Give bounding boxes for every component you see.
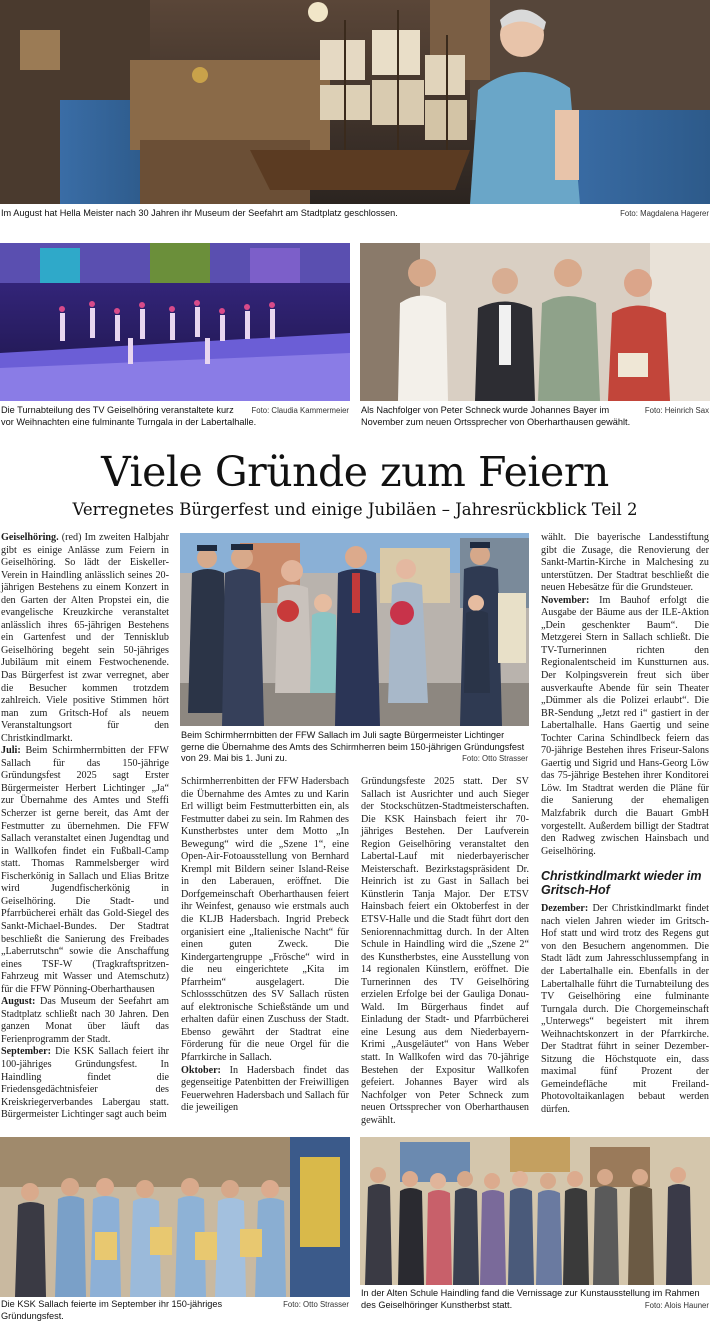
caption-text-ortssprecher: Als Nachfolger von Peter Schneck wurde Johannes Bayer im November zum neuen Ortssprecher von Oberharthausen gewählt. <box>361 405 631 427</box>
caption-ksk-sallach <box>1 1299 349 1322</box>
credit-vernissage: Foto: Alois Hauner <box>644 1300 709 1310</box>
caption-text-turngala: Die Turnabteilung des TV Geiselhöring veranstaltete kurz vor Weihnachten eine fulminante Turngala in der Labertalhalle. <box>1 405 257 427</box>
section-subheading: Christkindlmarkt wieder im Gritsch-Hof <box>541 869 702 898</box>
ksk-photo-image <box>0 1137 350 1297</box>
paragraph: Schirmherrenbitten der FFW Hadersbach die Übernahme des Amtes zu und Karin Erl willigt beim Festmutterbitten ein, als Festmutter dabei zu sein. Im Rahmen des Kunstherbstes unter dem Motto „In Bewegung“ wird die „Szene 1“, eine Open-Air-Fotoausstellung von Bernhard Krempl mit Bildern seiner Island-Reise in den Laberauen, eröffnet. Die Dorfgemeinschaft Oberharthausen feiert ihr Weinfest, genauso wie erstmals auch die KLJB Hadersbach. Ingrid Prebeck organisiert eine „Italienische Nacht“ für einen guten Zweck. Die Kindergartengruppe „Frösche“ wird in die neu eingerichtete „Kita im Pfarrheim“ ausgelagert. Die Schlossschützen des SV Sallach rüsten auf elektronische Schießstände um und erhalten dafür einen Zuschuss der Stadt. Ebenso gewährt der Stadtrat eine Förderung für die neue Orgel für die Pfarrkirche in Sallach. <box>181 776 349 1064</box>
museum-photo-image <box>0 0 710 204</box>
article-column-1 <box>1 532 169 1122</box>
credit-turngala: Foto: Claudia Kammermeier <box>251 406 349 415</box>
paragraph: Geiselhöring. (red) Im zweiten Halbjahr gibt es einige Anlässe zum Feiern in Geiselhöring. So lädt der Eiskeller-Verein in Haindling anlässlich seines 20-jährigen Bestehens zu einem Konzert in den Garten der Alten Propstei ein, die evangelische Kreuzkirche veranstaltet anlässlich ihres 65-jährigen Bestehens ein Gartenfest und der Tennisklub Geiselhöring begeht sein 50-jähriges Jubiläum mit einem Festwochenende. Das Bürgerfest ist zwar verregnet, aber die Besucher kommen trotzdem zahlreich. Viele positive Stimmen hört man zum Gritsch-Hof als neuem Veranstaltungsort für den Christkindlmarkt. <box>1 532 169 744</box>
paragraph: wählt. Die bayerische Landesstiftung gibt die Zusage, die Renovierung der Sankt-Martin-Kirche in Malchesing zu unterstützen. Der Stadtrat beschließt die neuen Hebesätze für die Grundsteuer. <box>541 532 709 594</box>
paragraph: Gründungsfeste 2025 statt. Der SV Sallach ist Ausrichter und auch Sieger der Stockschützen-Stadtmeisterschaften. Die KSK Hainsbach feiert ihr 70-jähriges Bestehen. Der Laufverein Region Geiselhöring veranstaltet den Labertal-Lauf mit niederbayerischer Meisterschaft. Bezirkstagspräsident Dr. Heinrich ist zu Gast in Sallach bei Künstlerin Tanja Major. Der ETSV Hainsbach feiert ein Oktoberfest in der ETSV-Halle und die Stadt führt dort den Seniorennachmittag durch. In der Alten Schule in Haindling wird die „Szene 2“ des Kunstherbstes, eine Ausstellung von 14 regionalen Künstlern, eröffnet. Die Turnerinnen des TV Geiselhöring erzielen Erfolge bei der Gauliga Donau-Wald. Im Bürgerhaus findet auf Einladung der Stadt- und Pfarrbücherei eine Lesung aus dem Niederbayern-Krimi „Ausgeläutet“ von Hans Weber statt. In Wallkofen wird das 70-jährige Bestehen der Expositur Wallkofen gefeiert. Johannes Bayer wird als Nachfolger von Peter Schneck zum neuen Ortssprecher von Oberharthausen gewählt. <box>361 776 529 1126</box>
caption-ortssprecher <box>361 405 709 428</box>
article-column-2 <box>181 776 349 1115</box>
photo-ksk-sallach <box>0 1137 350 1297</box>
caption-museum <box>1 208 709 220</box>
caption-schirmherrnbitten <box>181 730 528 765</box>
photo-museum-seefahrt <box>0 0 710 204</box>
caption-text-museum: Im August hat Hella Meister nach 30 Jahren ihr Museum der Seefahrt am Stadtplatz geschlossen. <box>1 208 398 218</box>
photo-schirmherrnbitten <box>180 533 529 726</box>
headline: Viele Gründe zum Feiern <box>101 448 609 496</box>
paragraph: November: Im Bauhof erfolgt die Ausgabe der Bäume aus der ILE-Aktion „Dein geschenkter Baum“. Die Metzgerei Stern in Sallach schließt. Die TV-Turnerinnen richten den Regionalentscheid im Kunstturnen aus. Der Kolpingsverein freut sich über ausverkaufte Abende für sein Theater „Dümmer als die Polizei erlaubt“. Die BR-Sendung „Jetzt red i“ gastiert in der Labertalhalle. Hans Gaertig und seine Tochter Carina Schindlbeck feiern das 70-jährige Bestehen ihres Friseur-Salons Gaertig und Sigrid und Hans-Georg Löw das 75-jährige Bestehen ihrer Konditorei Löw. Im Stadtrat werden die Pläne für die Sanierung der ehemaligen Malzfabrik durch die Bauart GmbH vorgestellt. Außerdem billigt der Stadtrat den Radweg zwischen Hainsbach und Geiselhöring. <box>541 594 709 857</box>
credit-schirmherrnbitten: Foto: Otto Strasser <box>462 754 528 763</box>
credit-museum: Foto: Magdalena Hagerer <box>620 209 709 218</box>
caption-vernissage <box>361 1288 709 1311</box>
caption-text-vernissage: In der Alten Schule Haindling fand die Vernissage zur Kunstausstellung im Rahmen des Geiselhöringer Kunstherbst statt. <box>361 1288 700 1310</box>
paragraph: Dezember: Der Christkindlmarkt findet nach vielen Jahren wieder im Gritsch-Hof statt und wird trotz des Regens gut von den Besuchern angenommen. Die Stadt lädt zum Jahresschlussempfang in der Labertalhalle ein. Ebenfalls in der Labertalhalle führt die Turnabteilung des TV Geiselhöring eine fulminante Turngala durch. Die Chorgemeinschaft „Unterwegs“ begeistert mit ihrem Weihnachtskonzert in der Pfarrkirche. Der Stadtrat führt in seiner Dezember-Sitzung die Höchstquote ein, dass maximal fünf Prozent der Gemeindefläche mit Freiland-Photovoltaikanlagen bebaut werden dürfen. <box>541 903 709 1115</box>
credit-ortssprecher: Foto: Heinrich Sax <box>644 406 709 415</box>
article-column-4 <box>541 532 709 1117</box>
photo-ortssprecher <box>360 243 710 401</box>
caption-text-schirmherrnbitten: Beim Schirmherrnbitten der FFW Sallach im Juli sagte Bürgermeister Lichtinger gerne die Übernahme des Amts des Schirmherren beim 150-jährigen Gründungsfest von 29. Mai bis 1. Juni zu. <box>181 730 525 763</box>
turngala-photo-image <box>0 243 350 401</box>
caption-text-ksk-sallach: Die KSK Sallach feierte im September ihr 150-jähriges Gründungsfest. <box>1 1299 223 1321</box>
ortssprecher-photo-image <box>360 243 710 401</box>
article-column-3 <box>361 776 529 1127</box>
paragraph: September: Die KSK Sallach feiert ihr 100-jähriges Gründungsfest. In Haindling findet die Friedensgedächtnisfeier des Kreiskriegerverbandes Labergau statt. Bürgermeister Lichtinger sagt auch beim <box>1 1046 169 1121</box>
caption-turngala <box>1 405 349 428</box>
schirmherrnbitten-photo-image <box>180 533 529 726</box>
photo-vernissage <box>360 1137 710 1285</box>
paragraph: August: Das Museum der Seefahrt am Stadtplatz schließt nach 30 Jahren. Den ganzen Monat über läuft das Ferienprogramm der Stadt. <box>1 996 169 1045</box>
paragraph: Oktober: In Hadersbach findet das gegenseitige Patenbitten der Freiwilligen Feuerwehren Hadersbach und Sallach für die jeweiligen <box>181 1064 349 1114</box>
credit-ksk-sallach: Foto: Otto Strasser <box>283 1300 349 1309</box>
photo-turngala <box>0 243 350 401</box>
vernissage-photo-image <box>360 1137 710 1285</box>
subheadline: Verregnetes Bürgerfest und einige Jubiläen – Jahresrückblick Teil 2 <box>72 500 638 519</box>
paragraph: Juli: Beim Schirmherrnbitten der FFW Sallach für das 150-jährige Gründungsfest 2025 sagt Erster Bürgermeister Herbert Lichtinger „Ja“ zur Übernahme des Amtes und Steffi Scherzer ist gerne bereit, das Amt der Festmutter zu übernehmen. Die FFW Sallach veranstaltet einen Jugendtag und in Wallkofen findet ein Fußball-Camp statt. Thomas Rammelsberger wird Fischerkönig in Sallach und Elias Britze wird Jugendfischerkönig in Geiselhöring. Die Stadt- und Pfarrbücherei erhält das Gold-Siegel des Sankt-Michael-Bundes. Der Stadtrat beschließt die Sanierung des Freibades „Laberrutschn“ sowie die Anschaffung eines TSF-W (Tragkraftspritzen-Fahrzeug mit Wasser und Atemschutz) für die FFW Pönning-Oberharthausen <box>1 745 169 995</box>
